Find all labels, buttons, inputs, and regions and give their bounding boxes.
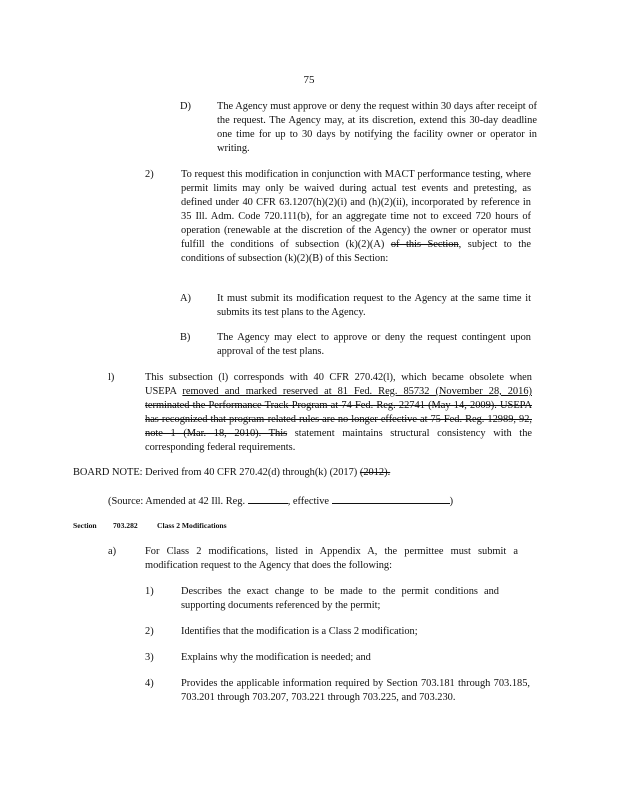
item-2B-text: The Agency may elect to approve or deny the request contingent upon approval of the test plans. [217,332,531,357]
item-2-label: 2) [145,169,154,180]
item-l-underlined: removed and marked reserved at 81 Fed. Reg. 85732 (November 28, 2016) [182,386,532,397]
section-heading-title: Class 2 Modifications [157,521,227,530]
source-text-c: ) [449,496,454,507]
item-l-label: l) [108,372,115,383]
item-a4-label: 4) [145,678,154,689]
item-a-text: For Class 2 modifications, listed in Appendix A, the permittee must submit a modification request to the Agency that does the following: [145,546,518,571]
source-text-a: (Source: Amended at 42 Ill. Reg. [108,496,246,507]
item-2-struck: of this Section [390,239,459,250]
register-blank [248,493,288,504]
section-heading-label: Section [73,521,97,530]
item-a2-text: Identifies that the modification is a Class 2 modification; [181,626,418,637]
source-text-b: , effective [287,496,330,507]
item-a3-label: 3) [145,652,154,663]
item-a1-label: 1) [145,586,154,597]
item-a3-text: Explains why the modification is needed; and [181,652,371,663]
item-a-label: a) [108,546,117,557]
item-a2-label: 2) [145,626,154,637]
item-2D-text: The Agency must approve or deny the request within 30 days after receipt of the request. The Agency may, at its discretion, extend this 30-day deadline one time for up to 30 days by notifying the facility owner or operator in writing. [217,101,537,154]
page-number: 75 [303,74,315,86]
source-line [108,493,508,509]
item-2-text-a: To request this modification in conjunction with MACT performance testing, where permit limits may only be waived during actual test events and pretesting, as defined under 40 CFR 63.1207(h)(2)(i) and (h)(2)(ii), incorporated by reference in 35 Ill. Adm. Code 720.111(b), for an aggregate time not to exceed 720 hours of operation (renewable at the discretion of the Agency) the owner or operator must fulfill the conditions of subsection (k)(2)(A) [181,169,531,250]
item-2A-label: A) [180,293,191,304]
board-note [73,466,533,480]
item-2D-label: D) [180,101,191,112]
board-note-text: BOARD NOTE: Derived from 40 CFR 270.42(d) through(k) (2017) [73,467,358,478]
item-2-text-b: , subject to the conditions of subsection (k)(2)(B) of this Section: [181,239,531,264]
item-l-text [145,371,532,455]
item-2B-label: B) [180,332,191,343]
item-a4-text: Provides the applicable information required by Section 703.181 through 703.185, 703.201 through 703.207, 703.221 through 703.225, and 703.230. [181,678,530,703]
board-note-struck: (2012). [359,467,391,478]
item-l-struck: terminated the Performance Track Program at 74 Fed. Reg. 22741 (May 14, 2009). USEPA has recognized that program-related rules are no longer effective at 75 Fed. Reg. 12989, 92, note 1 (Mar. 18, 2010). This [145,400,532,439]
section-heading-number: 703.282 [113,521,138,530]
item-2-text [181,168,531,266]
item-l-text-b: statement maintains structural consistency with the corresponding federal requirements. [145,428,532,453]
item-2A-text: It must submit its modification request to the Agency at the same time it submits its test plans to the Agency. [217,293,531,318]
item-l-text-a: This subsection (l) corresponds with 40 CFR 270.42(l), which became obsolete when USEPA [145,372,532,397]
item-a1-text: Describes the exact change to be made to the permit conditions and supporting documents referenced by the permit; [181,586,499,611]
effective-date-blank [332,493,450,504]
